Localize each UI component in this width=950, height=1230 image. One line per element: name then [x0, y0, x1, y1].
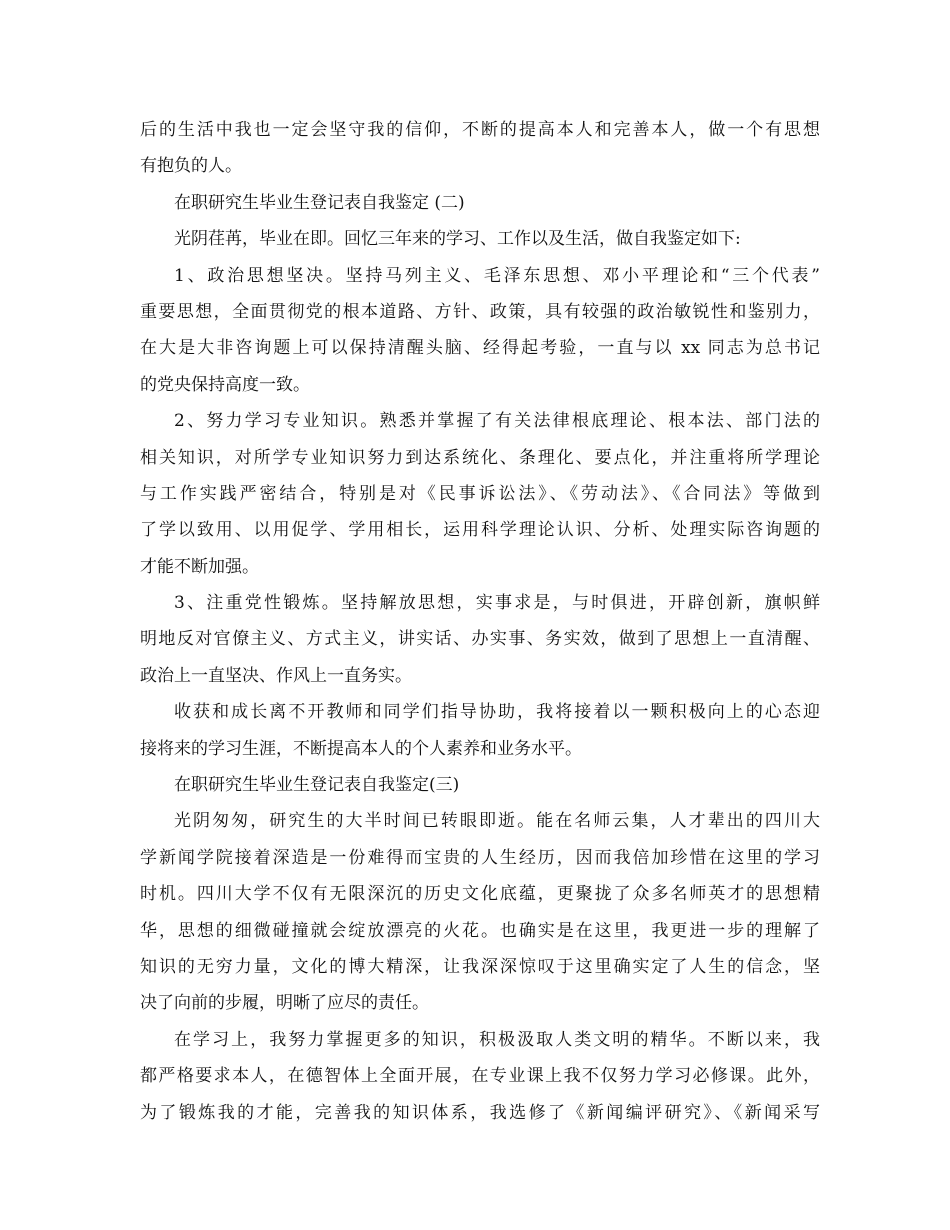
text-line: 学新闻学院接着深造是一份难得而宝贵的人生经历，因而我倍加珍惜在这里的学习: [140, 847, 820, 868]
text-line: 时机。四川大学不仅有无限深沉的历史文化底蕴，更聚拢了众多名师英才的思想精: [140, 884, 820, 905]
text-line: 重要思想，全面贯彻党的根本道路、方针、政策，具有较强的政治敏锐性和鉴别力，: [140, 301, 820, 322]
text-line: 华，思想的细微碰撞就会绽放漂亮的火花。也确实是在这里，我更进一步的理解了: [140, 920, 820, 941]
text-line: 收获和成长离不开教师和同学们指导协助，我将接着以一颗积极向上的心态迎: [174, 702, 820, 723]
text-line: 为了锻炼我的才能，完善我的知识体系，我选修了《新闻编评研究》、《新闻采写: [140, 1102, 820, 1123]
text-line: 后的生活中我也一定会坚守我的信仰，不断的提高本人和完善本人，做一个有思想: [140, 120, 820, 140]
text-line: 知识的无穷力量，文化的博大精深，让我深深惊叹于这里确实定了人生的信念，坚: [140, 956, 820, 977]
text-line: 都严格要求本人，在德智体上全面开展，在专业课上我不仅努力学习必修课。此外，: [140, 1066, 820, 1087]
text-line: 在学习上，我努力掌握更多的知识，积极汲取人类文明的精华。不断以来，我: [174, 1029, 820, 1050]
text-line: 与工作实践严密结合，特别是对《民事诉讼法》、《劳动法》、《合同法》等做到: [140, 483, 820, 504]
text-line: 决了向前的步履，明晰了应尽的责任。: [140, 993, 429, 1014]
text-line: 明地反对官僚主义、方式主义，讲实话、办实事、务实效，做到了思想上一直清醒、: [140, 629, 820, 650]
text-line: 光阴荏苒，毕业在即。回忆三年来的学习、工作以及生活，做自我鉴定如下:: [174, 229, 741, 250]
text-line: 1、政治思想坚决。坚持马列主义、毛泽东思想、邓小平理论和“三个代表”: [174, 265, 820, 286]
text-line: 了学以致用、以用促学、学用相长，运用科学理论认识、分析、处理实际咨询题的: [140, 520, 820, 541]
text-line: 3、注重党性锻炼。坚持解放思想，实事求是，与时俱进，开辟创新，旗帜鲜: [174, 593, 820, 614]
text-line: 有抱负的人。: [140, 156, 242, 177]
text-line: 光阴匆匆，研究生的大半时间已转眼即逝。能在名师云集，人才辈出的四川大: [174, 811, 820, 832]
text-line: 2、努力学习专业知识。熟悉并掌握了有关法律根底理论、根本法、部门法的: [174, 411, 820, 432]
document-body: [140, 112, 820, 1131]
text-line: 接将来的学习生涯，不断提高本人的个人素养和业务水平。: [140, 738, 582, 759]
text-line: 才能不断加强。: [140, 556, 259, 577]
text-line: 相关知识，对所学专业知识努力到达系统化、条理化、要点化，并注重将所学理论: [140, 447, 820, 468]
text-line: 政治上一直坚决、作风上一直务实。: [140, 665, 412, 686]
section-heading: 在职研究生毕业生登记表自我鉴定 (二): [174, 192, 465, 213]
text-line: 的党央保持高度一致。: [140, 374, 310, 395]
section-heading: 在职研究生毕业生登记表自我鉴定(三): [174, 775, 460, 796]
text-line: 在大是大非咨询题上可以保持清醒头脑、经得起考验，一直与以 xx 同志为总书记: [140, 338, 820, 359]
